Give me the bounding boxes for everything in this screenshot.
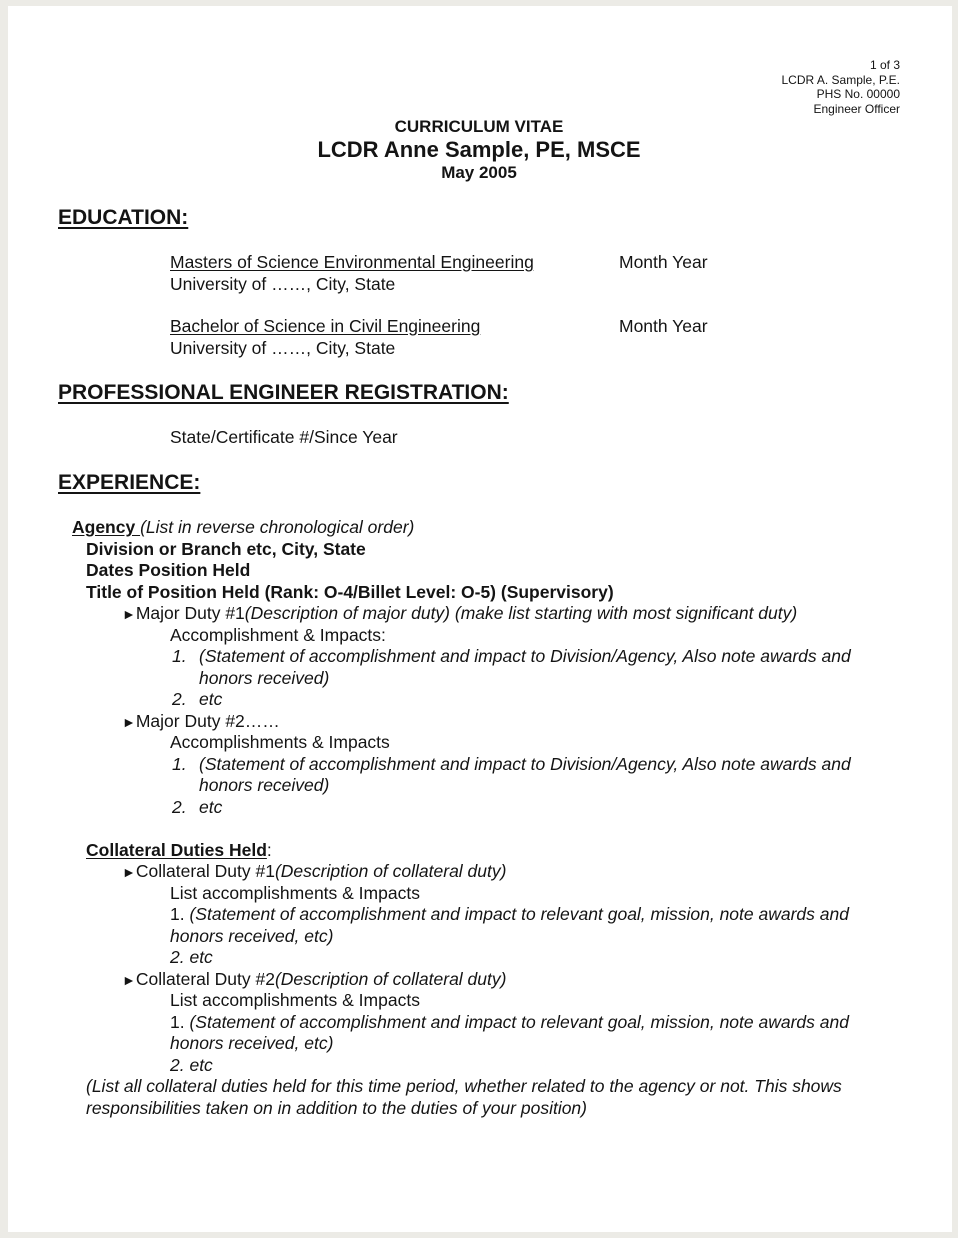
agency-label: Agency [72, 517, 141, 537]
collateral-item [170, 904, 849, 926]
arrow-icon: ► [122, 713, 136, 730]
candidate-name: LCDR Anne Sample, PE, MSCE [317, 137, 641, 162]
collateral-duty-label: Collateral Duty #1 [135, 861, 275, 881]
collateral-note: (List all collateral duties held for this time period, whether related to the agency or not. This shows [86, 1076, 842, 1096]
list-number: 2. [172, 796, 187, 817]
collateral-item: 2. etc [170, 947, 213, 967]
collateral-item [170, 1012, 849, 1034]
list-number: 1. [170, 904, 190, 924]
position-title: Title of Position Held (Rank: O-4/Billet Level: O-5) (Supervisory) [86, 581, 614, 602]
collateral-item-text: (Statement of accomplishment and impact to relevant goal, mission, note awards and [189, 904, 849, 924]
major-duty-label: Major Duty #2…… [135, 710, 280, 731]
collateral-duty-1 [122, 861, 506, 884]
collateral-item-continued: honors received, etc) [170, 1033, 334, 1053]
accomplishment-item-continued: honors received) [199, 667, 330, 688]
collateral-list-label: List accomplishments & Impacts [170, 990, 420, 1010]
collateral-item-continued: honors received, etc) [170, 925, 334, 946]
registration-text: State/Certificate #/Since Year [170, 427, 398, 447]
list-number: 1. [172, 753, 187, 774]
collateral-duty-2 [122, 969, 506, 992]
accomplishment-item: etc [199, 689, 223, 709]
education-degree: Masters of Science Environmental Engineering [170, 252, 534, 272]
agency-note: (List in reverse chronological order) [140, 517, 415, 537]
document-date: May 2005 [441, 163, 517, 182]
header-phs-number: PHS No. 00000 [816, 87, 900, 101]
accomplishment-item: (Statement of accomplishment and impact to Division/Agency, Also note awards and [199, 646, 851, 666]
education-date: Month Year [619, 252, 708, 272]
collateral-list-label: List accomplishments & Impacts [170, 882, 420, 903]
collateral-heading: Collateral Duties Held [86, 839, 267, 860]
arrow-icon: ► [122, 606, 136, 622]
accomplishment-item: etc [199, 796, 223, 817]
accomplishments-label: Accomplishments & Impacts [170, 732, 390, 752]
accomplishment-item: (Statement of accomplishment and impact to Division/Agency, Also note awards and [199, 753, 851, 774]
accomplishments-label: Accomplishment & Impacts: [170, 624, 386, 645]
collateral-item: 2. etc [170, 1054, 213, 1075]
arrow-icon: ► [122, 971, 136, 988]
arrow-icon: ► [122, 864, 136, 880]
collateral-note-continued: responsibilities taken on in addition to the duties of your position) [86, 1097, 587, 1118]
major-duty-label: Major Duty #1 [135, 603, 245, 623]
education-date: Month Year [619, 316, 708, 336]
collateral-heading-line [86, 840, 272, 862]
education-school: University of ……, City, State [170, 338, 396, 358]
collateral-duty-description: (Description of collateral duty) [274, 968, 507, 989]
dates-line: Dates Position Held [86, 560, 251, 580]
document-title: CURRICULUM VITAE [394, 117, 564, 136]
list-number: 1. [170, 1011, 190, 1032]
major-duty-2 [122, 711, 280, 734]
page-number: 1 of 3 [869, 58, 900, 72]
list-number: 2. [172, 689, 187, 709]
header-role: Engineer Officer [813, 101, 900, 116]
major-duty-description: (Description of major duty) (make list starting with most significant duty) [244, 603, 798, 623]
accomplishment-item-continued: honors received) [199, 775, 330, 795]
registration-heading: PROFESSIONAL ENGINEER REGISTRATION: [58, 381, 509, 404]
collateral-duty-label: Collateral Duty #2 [135, 968, 275, 989]
division-line: Division or Branch etc, City, State [86, 538, 366, 559]
header-name: LCDR A. Sample, P.E. [781, 72, 900, 87]
collateral-heading-colon: : [266, 839, 272, 860]
education-school: University of ……, City, State [170, 274, 396, 294]
collateral-duty-description: (Description of collateral duty) [274, 861, 507, 881]
education-degree: Bachelor of Science in Civil Engineering [170, 316, 481, 336]
experience-heading: EXPERIENCE: [58, 471, 201, 494]
agency-line [72, 517, 414, 539]
major-duty-1 [122, 603, 797, 626]
list-number: 1. [172, 646, 187, 666]
collateral-item-text: (Statement of accomplishment and impact to relevant goal, mission, note awards and [189, 1011, 849, 1032]
education-heading: EDUCATION: [58, 206, 189, 229]
